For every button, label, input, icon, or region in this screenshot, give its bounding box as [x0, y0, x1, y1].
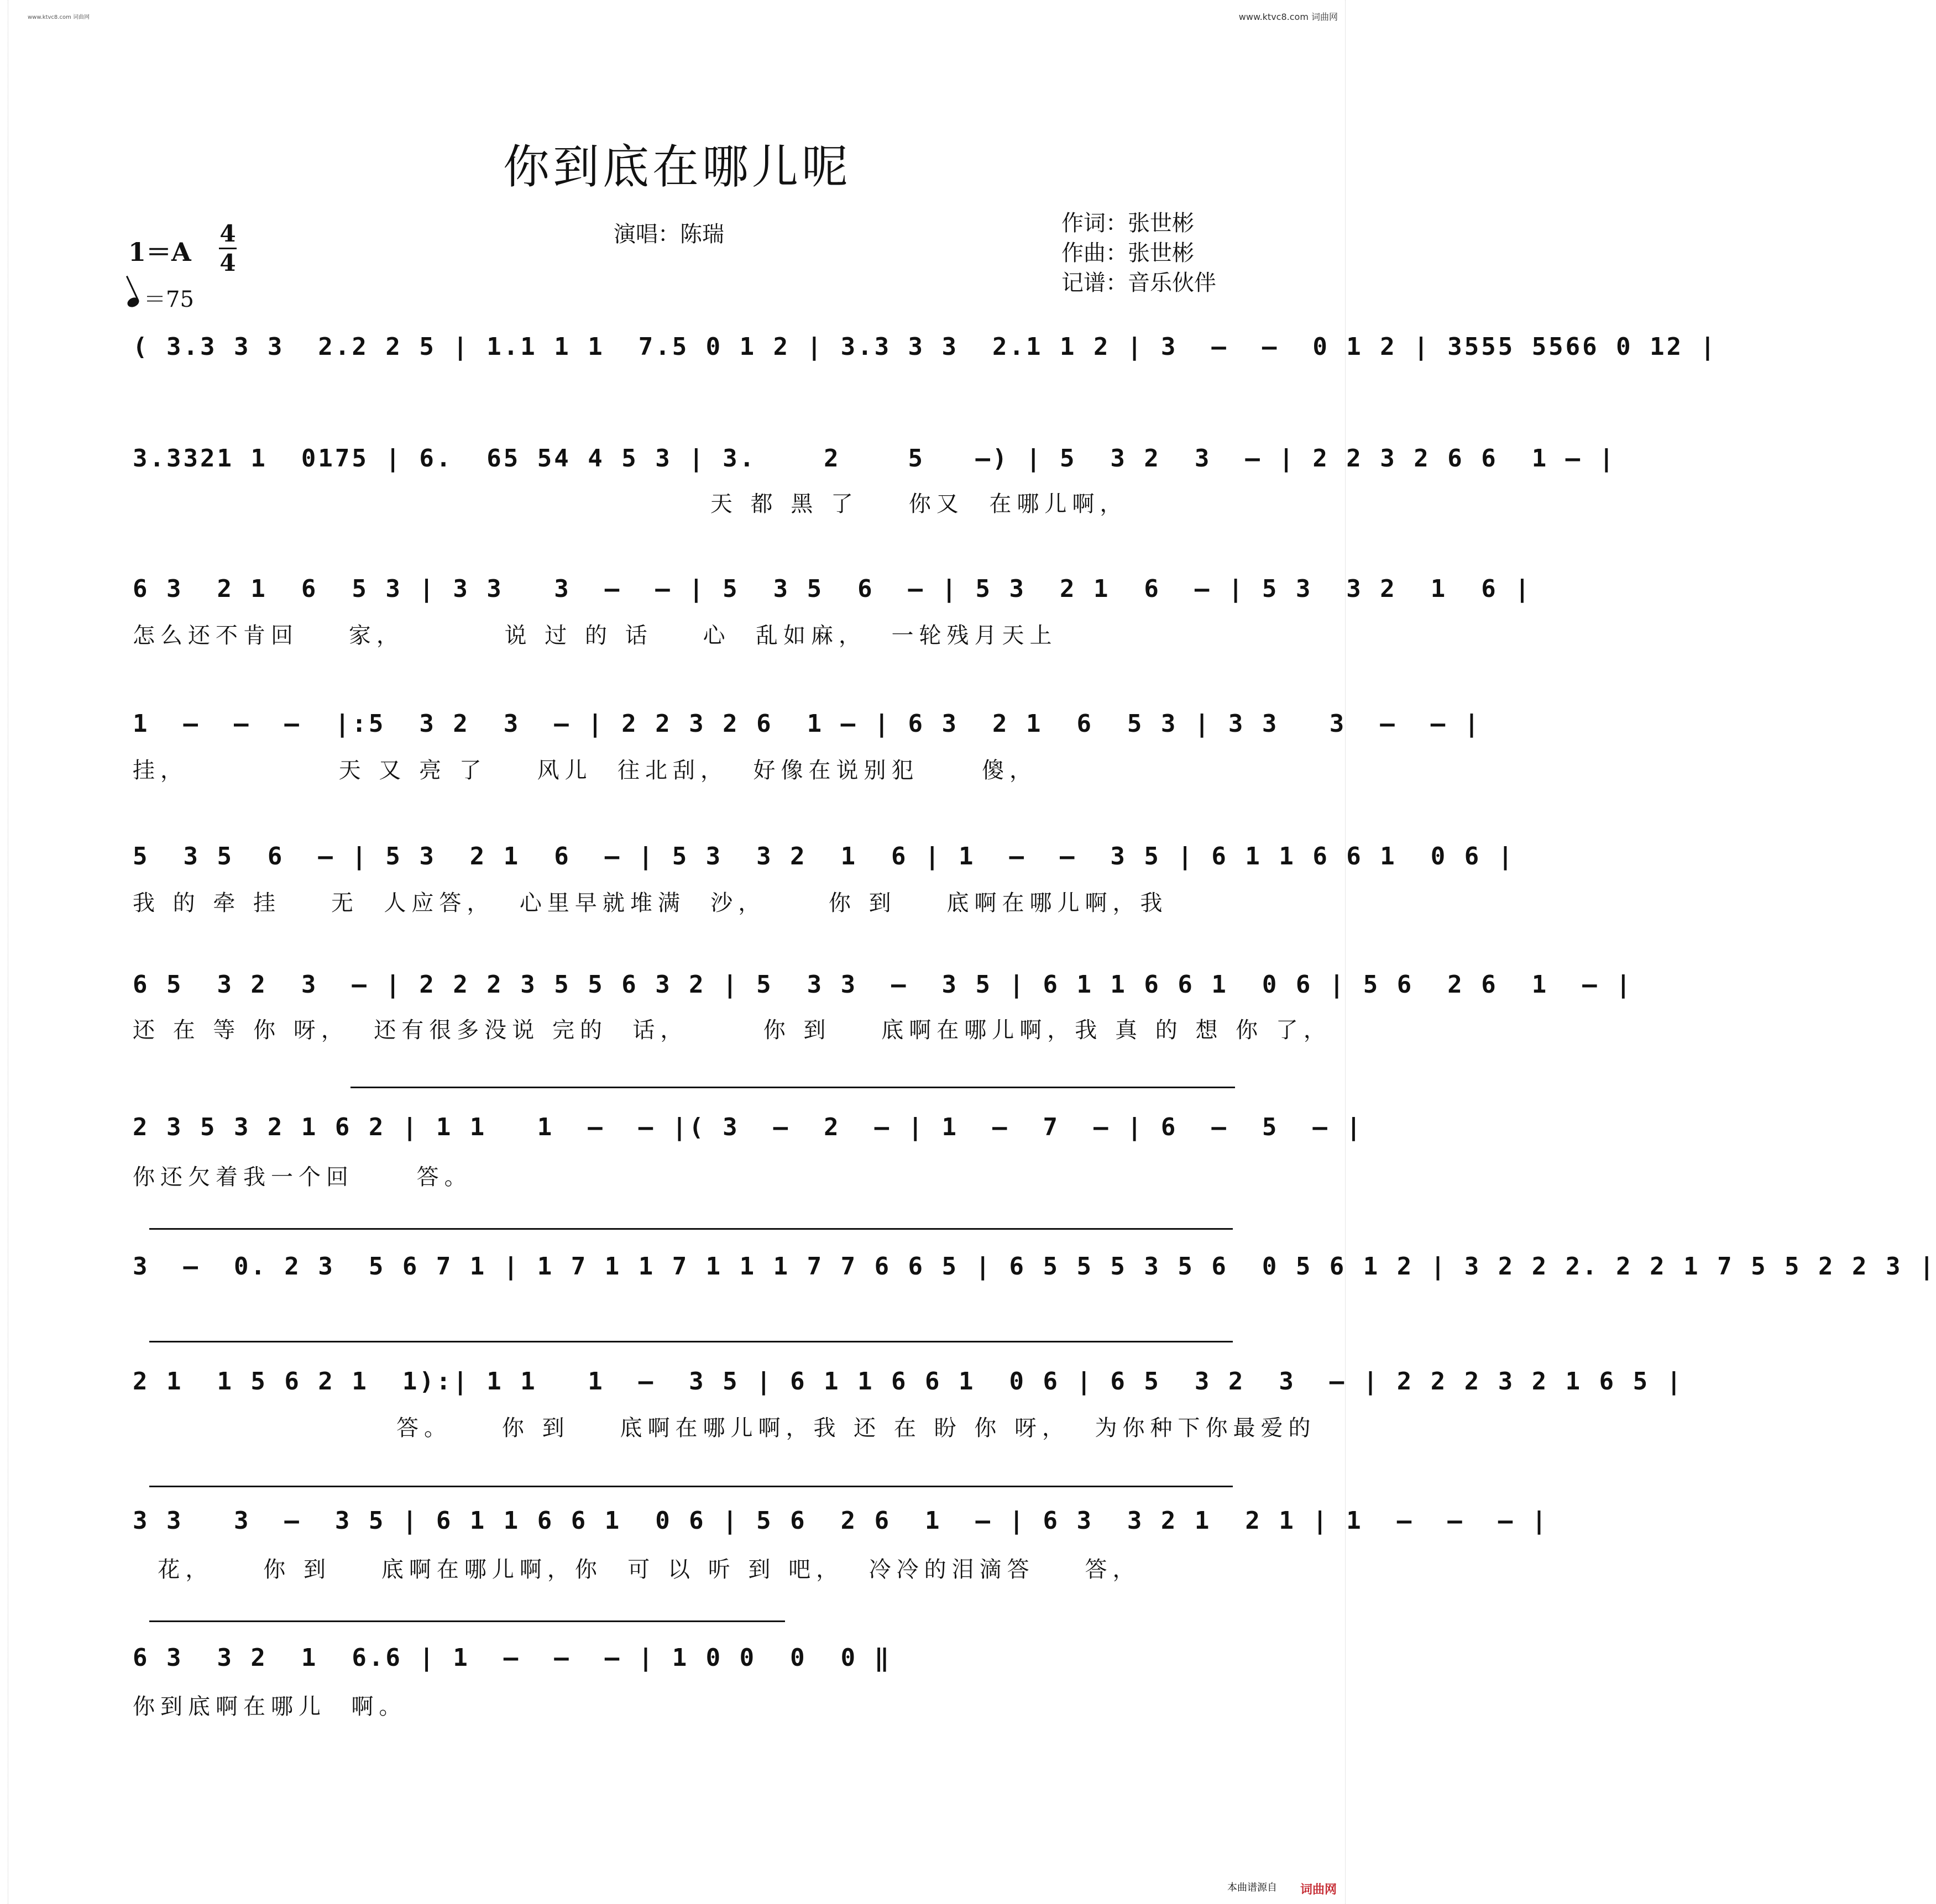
notes: ( 3.3 3 3 2.2 2 5 | 1.1 1 1 7.5 0 1 2 | 3.3 3 3 2.1 1 2 | 3 – – 0 1 2 | 3555 5566 0 12 | [133, 333, 1718, 361]
time-signature [217, 221, 239, 276]
notes: 6 5 3 2 3 – | 2 2 2 3 5 5 6 3 2 | 5 3 3 – 3 5 | 6 1 1 6 6 1 0 6 | 5 6 2 6 1 – | [133, 971, 1633, 999]
lyric-row-5: 我 的 牵 挂 无 人应答， 心里早就堆满 沙， 你 到 底啊在哪儿啊，我 [133, 890, 1168, 916]
lyric-row-2: 天 都 黑 了 你又 在哪儿啊， [133, 491, 1128, 517]
tempo-value: ＝75 [144, 287, 194, 312]
lyric-row-9: 答。 你 到 底啊在哪儿啊，我 还 在 盼 你 呀， 为你种下你最爱的 [133, 1415, 1316, 1441]
right-edge-decoration [1341, 0, 1346, 1904]
lyric-row-3: 怎么还不肯回 家， 说 过 的 话 心 乱如麻， 一轮残月天上 [133, 623, 1058, 648]
notes: 5 3 5 6 – | 5 3 2 1 6 – | 5 3 3 2 1 6 | 1 – – 3 5 | 6 1 1 6 6 1 0 6 | [133, 842, 1515, 870]
notes: 3.3321 1 0175 | 6. 65 54 4 5 3 | 3. 2 5 –) | 5 3 2 3 – | 2 2 3 2 6 6 1 – | [133, 444, 1616, 473]
time-signature-bottom: 4 [219, 249, 236, 276]
composer-credit: 作曲：张世彬 [1061, 240, 1194, 266]
lyricist-credit: 作词：张世彬 [1061, 211, 1194, 236]
notation-row-6 [133, 968, 1633, 1001]
volta-2-bracket [149, 1341, 1233, 1342]
key-signature: 1＝A [128, 237, 191, 267]
time-signature-top: 4 [219, 220, 236, 247]
quarter-note-icon [126, 296, 141, 309]
notation-row-7 [133, 1111, 1363, 1144]
notation-row-11 [133, 1641, 1233, 1675]
footer-source-text: 本曲谱源自 [1227, 1882, 1277, 1893]
phrase-bracket-2 [149, 1486, 1233, 1487]
header-tiny-text: www.ktvc8.com 词曲网 [28, 14, 90, 20]
notation-row-1 [133, 331, 1718, 364]
notes: 2 3 5 3 2 1 6 2 | 1 1 1 – – |( 3 – 2 – | 1 – 7 – | 6 – 5 – | [133, 1113, 1363, 1141]
notation-row-9 [133, 1365, 1684, 1398]
notes: 6 3 3 2 1 6.6 | 1 – – – | 1 0 0 0 0 ‖ [133, 1644, 892, 1672]
site-url[interactable]: www.ktvc8.com 词曲网 [1238, 12, 1338, 22]
notes: 1 – – – |:5 3 2 3 – | 2 2 3 2 6 1 – | 6 3 2 1 6 5 3 | 3 3 3 – – | [133, 710, 1482, 738]
notation-row-2 [133, 442, 1616, 475]
lyric-row-7: 你还欠着我一个回 答。 [133, 1165, 472, 1190]
notes: 3 – 0. 2 3 5 6 7 1 | 1 7 1 1 7 1 1 1 7 7 6 6 5 | 6 5 5 5 3 5 6 0 5 6 1 2 | 3 2 2 2. 2 2 1 7 5 5 2 2 3 | [133, 1252, 1936, 1281]
lyric-row-6: 还 在 等 你 呀， 还有很多没说 完的 话， 你 到 底啊在哪儿啊，我 真 的 想 你 了， [133, 1017, 1331, 1043]
left-edge-decoration [8, 0, 13, 1904]
notation-row-4 [133, 707, 1482, 741]
singer-credit: 演唱：陈瑞 [614, 222, 724, 247]
notation-row-5 [133, 840, 1515, 873]
volta-1-bracket [350, 1087, 1235, 1088]
song-title: 你到底在哪儿呢 [503, 140, 851, 194]
footer-site-logo[interactable]: 词曲网 [1300, 1883, 1337, 1897]
notation-row-8 [133, 1250, 1936, 1283]
lyric-row-11: 你到底啊在哪儿 啊。 [133, 1694, 407, 1719]
notes: 6 3 2 1 6 5 3 | 3 3 3 – – | 5 3 5 6 – | 5 3 2 1 6 – | 5 3 3 2 1 6 | [133, 575, 1532, 603]
notation-row-3 [133, 573, 1532, 606]
tempo-marking [127, 282, 194, 313]
transcriber-credit: 记谱：音乐伙伴 [1061, 270, 1216, 296]
lyric-row-10: 花， 你 到 底啊在哪儿啊，你 可 以 听 到 吧， 冷冷的泪滴答 答， [133, 1557, 1140, 1582]
notation-row-10 [133, 1504, 1549, 1538]
notes: 3 3 3 – 3 5 | 6 1 1 6 6 1 0 6 | 5 6 2 6 1 – | 6 3 3 2 1 2 1 | 1 – – – | [133, 1507, 1549, 1535]
ending-bracket [149, 1620, 785, 1622]
lyric-row-4: 挂， 天 又 亮 了 风儿 往北刮， 好像在说别犯 傻， [133, 758, 1038, 783]
notes: 2 1 1 5 6 2 1 1):| 1 1 1 – 3 5 | 6 1 1 6 6 1 0 6 | 6 5 3 2 3 – | 2 2 2 3 2 1 6 5 | [133, 1367, 1684, 1396]
phrase-bracket [149, 1228, 1233, 1230]
